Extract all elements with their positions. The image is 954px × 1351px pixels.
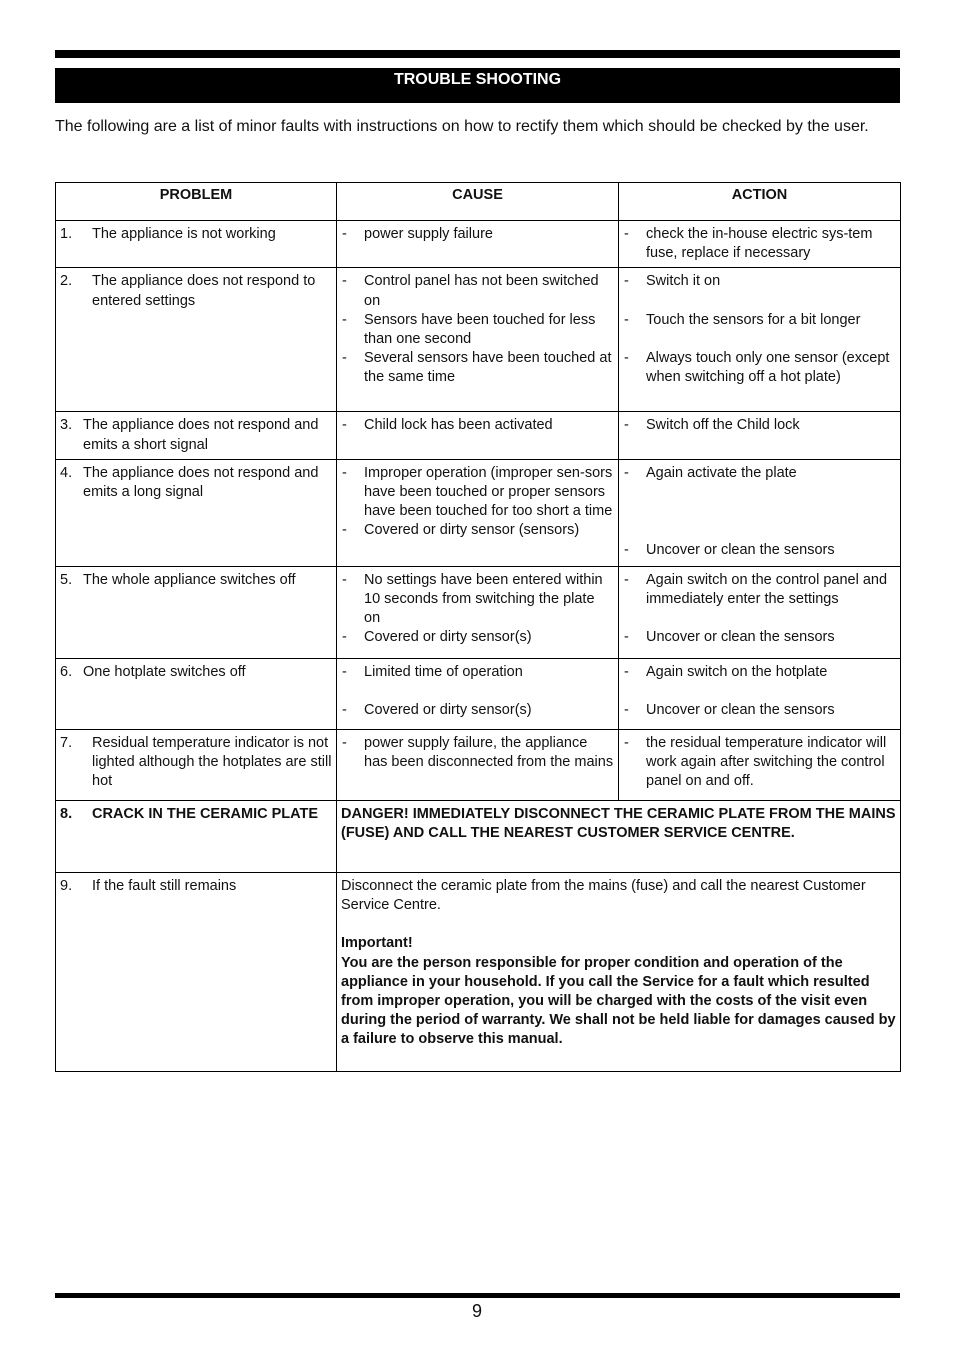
action-text: Uncover or clean the sensors bbox=[646, 541, 835, 558]
action-text: Switch it on bbox=[646, 273, 721, 290]
row-number: 9. bbox=[60, 877, 73, 894]
row-number: 4. bbox=[60, 464, 73, 481]
cause-cell: - Control panel has not been switched on - Sensors have been touched for less than one second - Several sensors have been touched at the same time bbox=[337, 268, 619, 412]
cause-text: Control panel has not been switched on bbox=[364, 273, 599, 309]
table-row bbox=[56, 658, 901, 729]
table-row bbox=[56, 729, 901, 800]
action-text: Again switch on the hotplate bbox=[646, 663, 828, 680]
danger-text: DANGER! IMMEDIATELY DISCONNECT THE CERAMIC PLATE FROM THE MAINS (FUSE) AND CALL THE NEAREST CUSTOMER SERVICE CENTRE. bbox=[341, 805, 896, 842]
header-action: ACTION bbox=[619, 183, 901, 221]
cause-text: Several sensors have been touched at the same time bbox=[364, 350, 612, 386]
action-text: Again activate the plate bbox=[646, 464, 797, 481]
row-number: 8. bbox=[60, 805, 73, 822]
problem-text: The appliance does not respond to entered settings bbox=[92, 273, 316, 309]
problem-text: CRACK IN THE CERAMIC PLATE bbox=[92, 805, 319, 822]
action-cell: - Switch off the Child lock bbox=[619, 412, 901, 459]
problem-text: The appliance is not working bbox=[92, 226, 276, 242]
remedy-text: Disconnect the ceramic plate from the mains (fuse) and call the nearest Customer Service Centre. bbox=[341, 877, 866, 914]
bottom-rule bbox=[55, 1293, 900, 1298]
action-cell: - Switch it on - Touch the sensors for a bit longer - Always touch only one sensor (except when switching off a hot plate) bbox=[619, 268, 901, 412]
cause-text: Covered or dirty sensor(s) bbox=[364, 702, 532, 719]
cause-text: Limited time of operation bbox=[364, 663, 523, 680]
cause-cell: - Limited time of operation - Covered or dirty sensor(s) bbox=[337, 658, 619, 729]
action-text: the residual temperature indicator will work again after switching the control panel on and off. bbox=[646, 734, 887, 790]
action-text: Touch the sensors for a bit longer bbox=[646, 311, 861, 328]
problem-cell bbox=[56, 872, 337, 1071]
cause-text: Sensors have been touched for less than one second bbox=[364, 311, 596, 348]
cause-text: Child lock has been activated bbox=[364, 417, 553, 434]
cause-text: No settings have been entered within 10 seconds from switching the plate on bbox=[364, 571, 603, 627]
cause-text: power supply failure, the appliance has been disconnected from the mains bbox=[364, 734, 614, 771]
cause-text: Improper operation (improper sen-sors have been touched or proper sensors have been touched for too short a time bbox=[364, 464, 613, 520]
troubleshooting-table bbox=[55, 182, 901, 1072]
problem-cell bbox=[56, 221, 337, 268]
cause-cell: - power supply failure, the appliance has been disconnected from the mains bbox=[337, 729, 619, 800]
table-header-row bbox=[56, 183, 901, 221]
row-number: 1. bbox=[60, 226, 73, 242]
action-text: Always touch only one sensor (except when switching off a hot plate) bbox=[646, 350, 890, 386]
action-text: Uncover or clean the sensors bbox=[646, 702, 835, 719]
problem-text: The appliance does not respond and emits a short signal bbox=[83, 417, 319, 453]
action-text: Again switch on the control panel and immediately enter the settings bbox=[646, 571, 888, 608]
action-cell: - Again activate the plate - Uncover or clean the sensors bbox=[619, 459, 901, 566]
danger-cell bbox=[337, 800, 901, 872]
important-label: Important! bbox=[341, 935, 413, 952]
table-row bbox=[56, 459, 901, 566]
problem-cell bbox=[56, 729, 337, 800]
row-number: 3. bbox=[60, 417, 73, 434]
table-row bbox=[56, 268, 901, 412]
cause-cell: - Improper operation (improper sen-sors have been touched or proper sensors have been touched for too short a time - Covered or dirty sensor (sensors) bbox=[337, 459, 619, 566]
problem-text: The whole appliance switches off bbox=[83, 571, 296, 588]
cause-cell: - power supply failure bbox=[337, 221, 619, 268]
row-number: 2. bbox=[60, 273, 73, 290]
row-number: 5. bbox=[60, 571, 73, 588]
header-cause: CAUSE bbox=[337, 183, 619, 221]
problem-cell bbox=[56, 800, 337, 872]
intro-text: The following are a list of minor faults with instructions on how to rectify them which should be checked by the user. bbox=[55, 118, 869, 135]
problem-cell bbox=[56, 412, 337, 459]
action-text: Uncover or clean the sensors bbox=[646, 629, 835, 646]
table-row bbox=[56, 566, 901, 658]
row-number: 7. bbox=[60, 734, 73, 751]
cause-text: power supply failure bbox=[364, 226, 493, 242]
header-problem: PROBLEM bbox=[56, 183, 337, 221]
cause-text: Covered or dirty sensor (sensors) bbox=[364, 522, 580, 539]
remedy-cell bbox=[337, 872, 901, 1071]
section-title: TROUBLE SHOOTING bbox=[55, 68, 900, 103]
cause-cell: - Child lock has been activated bbox=[337, 412, 619, 459]
table-row bbox=[56, 800, 901, 872]
important-text: You are the person responsible for proper condition and operation of the appliance in your household. If you call the Service for a fault which resulted from improper operation, you will be charged with the costs of the visit even during the period of warranty. We shall not be held liable for damages caused by a failure to observe this manual. bbox=[341, 954, 896, 1048]
cause-cell: - No settings have been entered within 10 seconds from switching the plate on - Covered or dirty sensor(s) bbox=[337, 566, 619, 658]
action-cell: - the residual temperature indicator will work again after switching the control panel on and off. bbox=[619, 729, 901, 800]
action-text: check the in-house electric sys-tem fuse, replace if necessary bbox=[646, 226, 873, 262]
problem-text: The appliance does not respond and emits a long signal bbox=[83, 464, 319, 501]
row-number: 6. bbox=[60, 663, 73, 680]
problem-text: Residual temperature indicator is not lighted although the hotplates are still hot bbox=[92, 734, 332, 790]
problem-cell bbox=[56, 566, 337, 658]
table-row bbox=[56, 872, 901, 1071]
table-row bbox=[56, 221, 901, 268]
problem-cell bbox=[56, 459, 337, 566]
action-cell: - check the in-house electric sys-tem fuse, replace if necessary bbox=[619, 221, 901, 268]
top-rule bbox=[55, 50, 900, 58]
action-cell: - Again switch on the hotplate - Uncover or clean the sensors bbox=[619, 658, 901, 729]
cause-text: Covered or dirty sensor(s) bbox=[364, 629, 532, 646]
page-number: 9 bbox=[471, 1301, 482, 1321]
action-cell: - Again switch on the control panel and immediately enter the settings - Uncover or clean the sensors bbox=[619, 566, 901, 658]
table-row bbox=[56, 412, 901, 459]
problem-cell bbox=[56, 268, 337, 412]
problem-cell bbox=[56, 658, 337, 729]
action-text: Switch off the Child lock bbox=[646, 417, 800, 434]
problem-text: If the fault still remains bbox=[92, 877, 237, 894]
problem-text: One hotplate switches off bbox=[83, 663, 246, 680]
